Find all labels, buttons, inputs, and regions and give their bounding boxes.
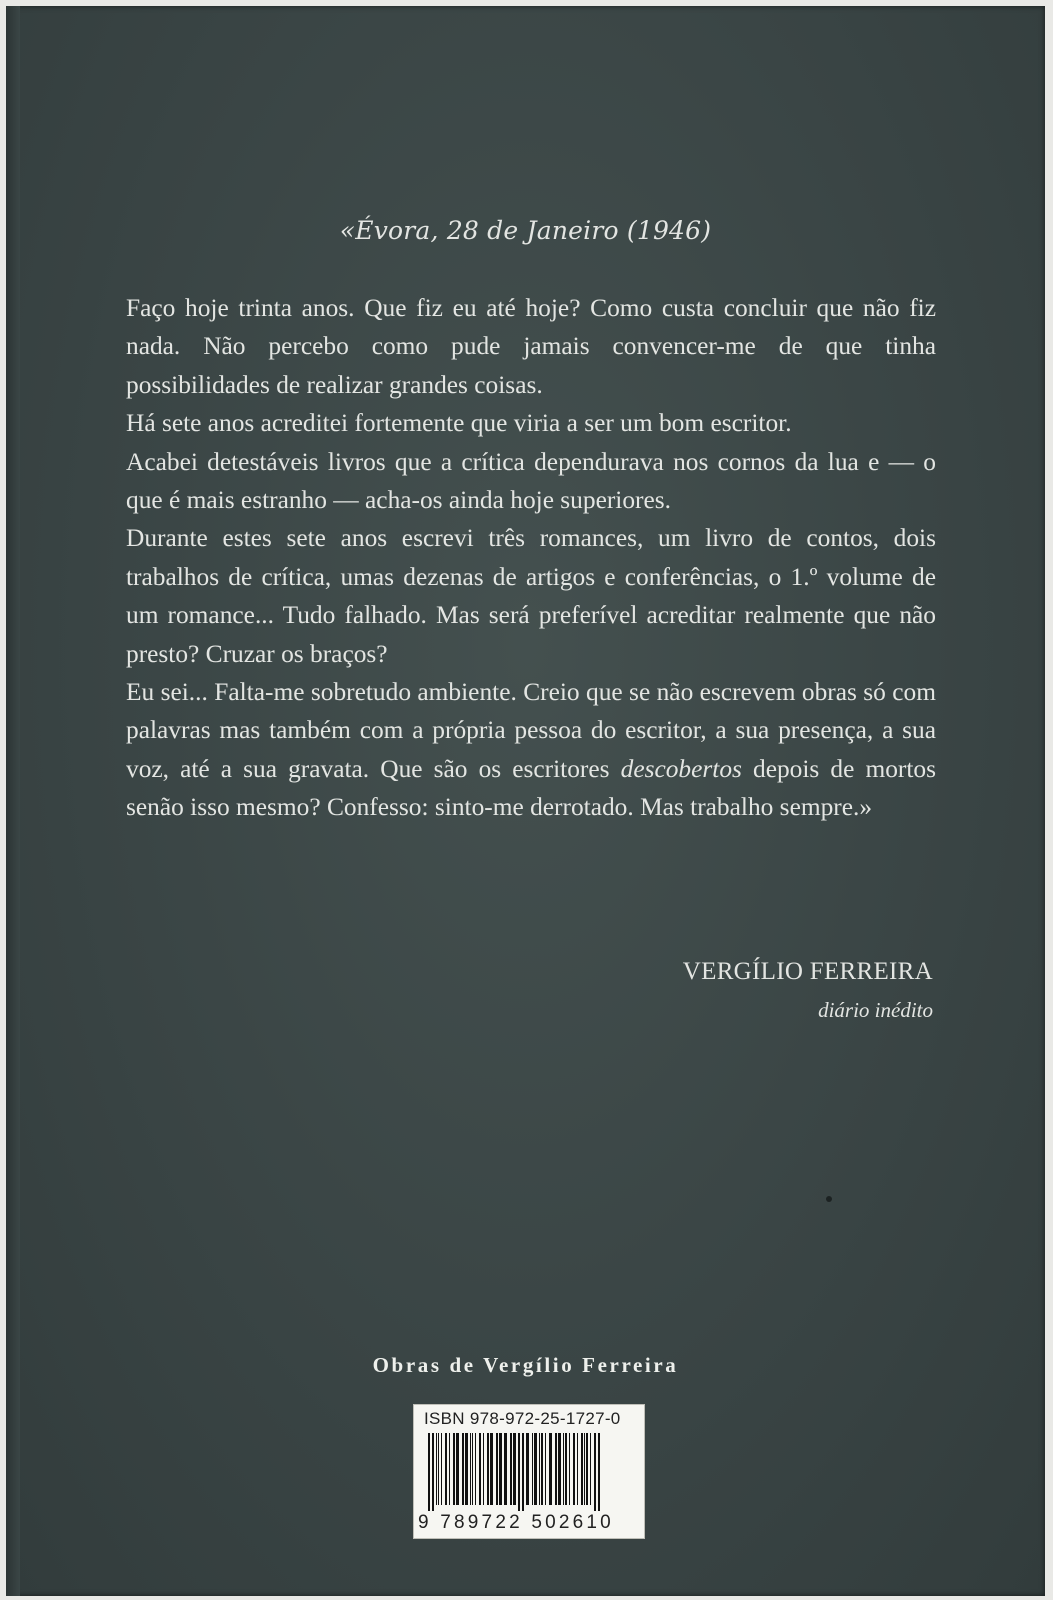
barcode-bar xyxy=(490,1433,493,1505)
barcode-bar xyxy=(590,1433,591,1505)
barcode-bar xyxy=(449,1433,450,1505)
barcode-bar xyxy=(496,1433,498,1505)
source-note: diário inédito xyxy=(818,998,933,1022)
barcode-bar xyxy=(586,1433,588,1505)
barcode-bar xyxy=(534,1433,537,1505)
barcode-bar xyxy=(565,1433,567,1505)
barcode-bar xyxy=(563,1433,564,1505)
quote-heading: «Évora, 28 de Janeiro (1946) xyxy=(339,216,712,245)
barcode-bar xyxy=(475,1433,476,1505)
barcode-bar xyxy=(465,1433,468,1505)
barcode-label xyxy=(413,1404,645,1539)
barcode-bar xyxy=(504,1433,507,1505)
barcode-bar xyxy=(577,1433,578,1505)
barcode-bar xyxy=(526,1433,529,1505)
barcode-bar xyxy=(569,1433,570,1505)
barcode-bar xyxy=(541,1433,543,1505)
cover-spot xyxy=(826,1196,832,1202)
barcode-bar xyxy=(441,1433,442,1505)
barcode-bar xyxy=(462,1433,464,1505)
barcode-bar xyxy=(584,1433,585,1505)
barcode-bar xyxy=(598,1433,600,1511)
quote-paragraph-5-end: depois de mortos senão isso mesmo? Confesso: sinto-me derrotado. Mas trabalho sempre.» xyxy=(126,754,936,822)
quote-paragraph-4: Durante estes sete anos escrevi três romances, um livro de contos, dois trabalhos de crítica, umas dezenas de artigos e conferências, o 1.º volume de um romance... Tudo falhado. Mas será preferível acreditar realmente que não presto? Cruzar os braços? xyxy=(126,524,936,668)
barcode-bar xyxy=(513,1433,516,1505)
barcode-bar xyxy=(479,1433,481,1505)
barcode-bar xyxy=(483,1433,484,1505)
barcode-bar xyxy=(499,1433,502,1505)
barcode-bars xyxy=(428,1433,633,1511)
barcode-bar xyxy=(532,1433,533,1505)
quote-paragraph-3: Acabei detestáveis livros que a crítica dependurava nos cornos da lua e — o que é mais estranho — acha-os ainda hoje superiores. xyxy=(126,447,936,515)
barcode-bar xyxy=(518,1433,520,1511)
back-cover xyxy=(6,6,1045,1596)
barcode-bar xyxy=(558,1433,561,1505)
barcode-bar xyxy=(487,1433,489,1505)
barcode-bar xyxy=(581,1433,583,1505)
series-title: Obras de Vergílio Ferreira xyxy=(372,1353,679,1377)
quote-emphasis: descobertos xyxy=(620,754,742,783)
quote-paragraph-1: Faço hoje trinta anos. Que fiz eu até hoje? Como custa concluir que não fiz nada. Não percebo como pude jamais convencer-me de que tinha possibilidades de realizar grandes coisas. xyxy=(126,294,936,399)
barcode-bar xyxy=(539,1433,540,1505)
barcode-bar xyxy=(522,1433,524,1511)
barcode-bar xyxy=(456,1433,459,1505)
quote-body xyxy=(126,289,936,827)
barcode-bar xyxy=(470,1433,471,1505)
barcode-bar xyxy=(445,1433,447,1505)
barcode-bar xyxy=(436,1433,437,1505)
barcode-bar xyxy=(545,1433,546,1505)
barcode-bar xyxy=(510,1433,512,1505)
barcode-bar xyxy=(573,1433,575,1505)
barcode-bar xyxy=(472,1433,473,1505)
barcode-bar xyxy=(549,1433,552,1505)
quote-paragraph-2: Há sete anos acreditei fortemente que viria a ser um bom escritor. xyxy=(126,409,792,438)
quote-paragraph-5-start: Eu sei... Falta-me sobretudo ambiente. Creio que se não escrevem obras só com palavras mas também com a própria pessoa do escritor, a sua presença, a sua voz, até a sua gravata. Que são os escritores xyxy=(126,678,936,783)
barcode-bar xyxy=(453,1433,455,1505)
barcode-digits: 9 789722 502610 xyxy=(418,1512,614,1533)
barcode-bar xyxy=(428,1433,430,1511)
barcode-bar xyxy=(438,1433,439,1505)
barcode-bar xyxy=(594,1433,596,1511)
quote-paragraph-5 xyxy=(126,673,936,827)
author-name: VERGÍLIO FERREIRA xyxy=(682,958,933,985)
barcode-bar xyxy=(432,1433,434,1511)
barcode-bar xyxy=(555,1433,557,1505)
isbn-text: ISBN 978-972-25-1727-0 xyxy=(424,1409,621,1428)
